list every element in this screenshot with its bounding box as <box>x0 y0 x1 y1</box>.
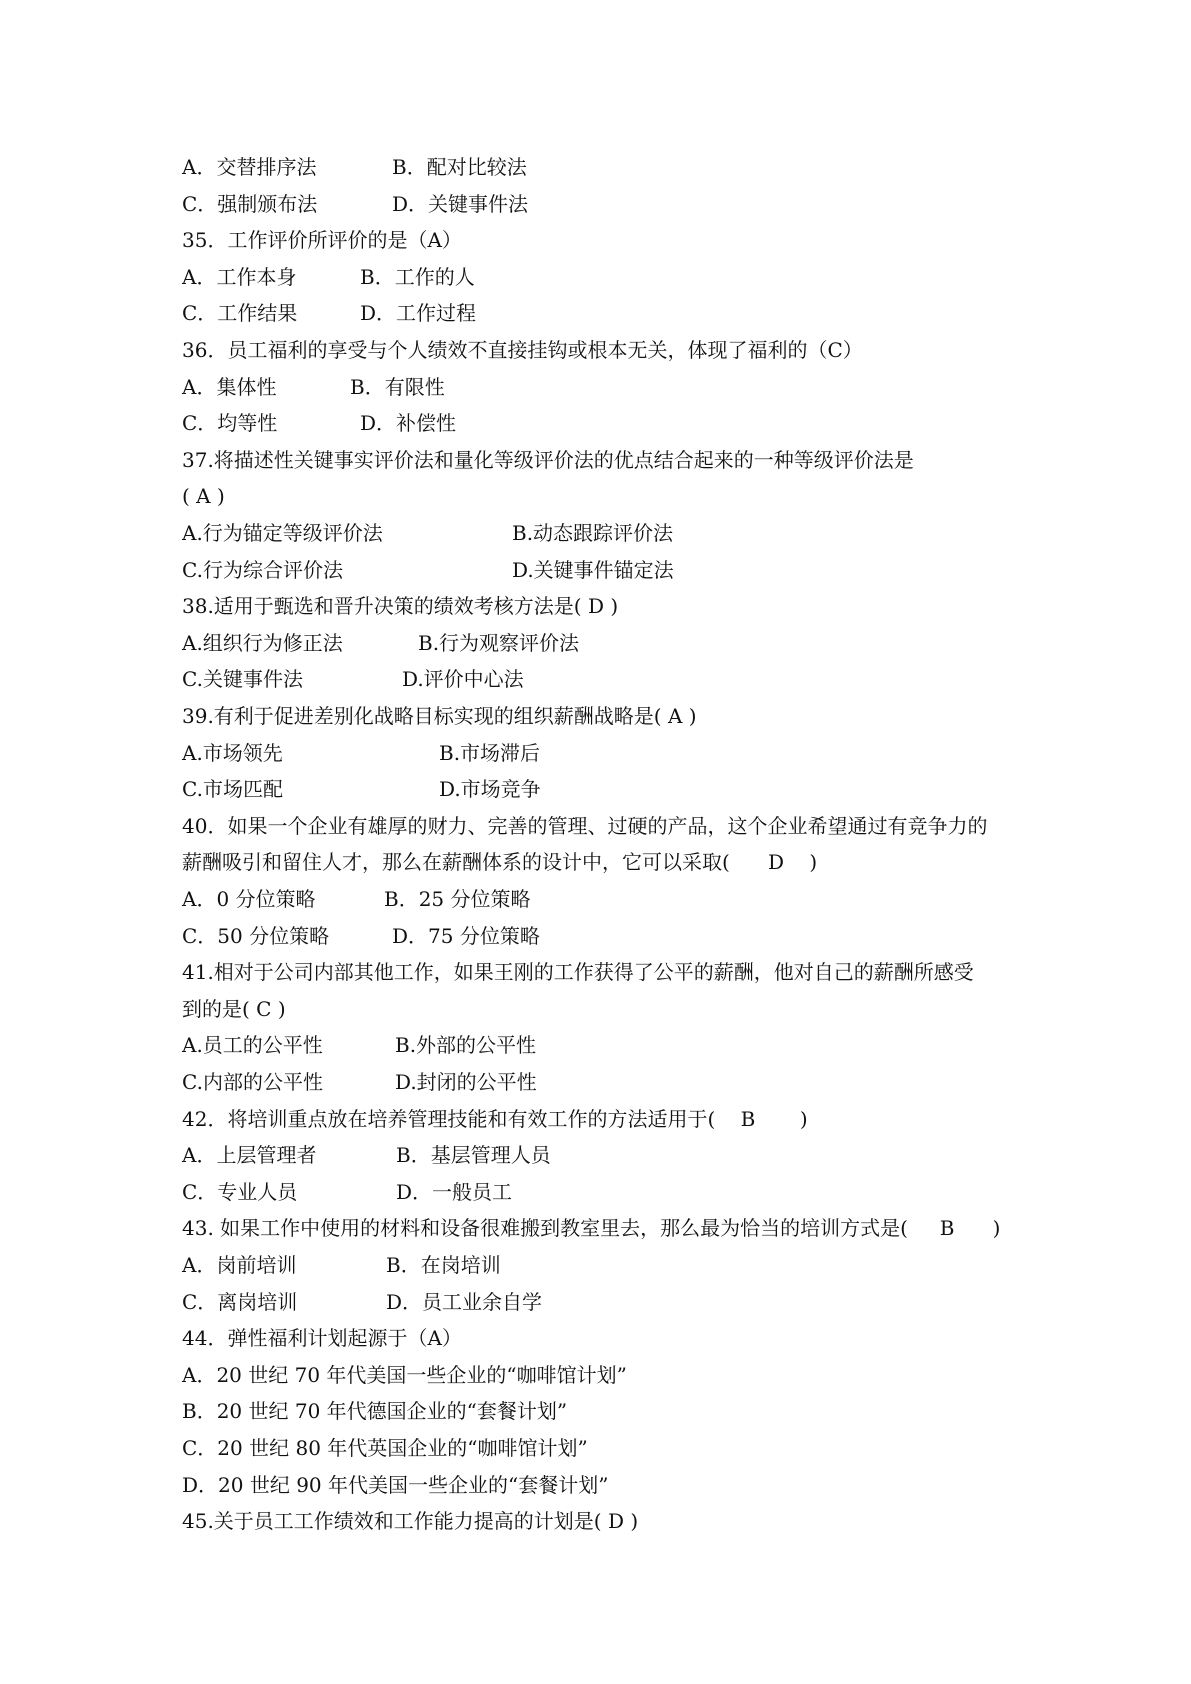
option-right: D．补偿性 <box>360 411 457 436</box>
option-left: C．强制颁布法 <box>182 191 318 216</box>
option-right: B.市场滞后 <box>439 740 541 765</box>
option-right: B.动态跟踪评价法 <box>512 521 674 545</box>
option-right: B．工作的人 <box>360 264 475 289</box>
option-left: A．交替排序法 <box>182 155 317 179</box>
question-text: D．20 世纪 90 年代美国一些企业的“套餐计划” <box>182 1472 609 1497</box>
question-text: ( A ) <box>182 484 225 509</box>
option-right: B．基层管理人员 <box>396 1143 551 1168</box>
question-text: 40．如果一个企业有雄厚的财力、完善的管理、过硬的产品，这个企业希望通过有竞争力的 <box>182 813 988 838</box>
question-text: 35．工作评价所评价的是（A） <box>182 228 462 253</box>
question-text: 39.有利于促进差别化战略目标实现的组织薪酬战略是( A ) <box>182 704 697 728</box>
question-text: 42．将培训重点放在培养管理技能和有效工作的方法适用于( B ) <box>182 1106 808 1131</box>
option-right: D.评价中心法 <box>402 667 524 692</box>
option-left: C．工作结果 <box>182 301 298 326</box>
option-left: A．岗前培训 <box>182 1253 297 1277</box>
option-left: C．专业人员 <box>182 1179 298 1204</box>
option-left: A.行为锚定等级评价法 <box>182 521 383 545</box>
question-text: B．20 世纪 70 年代德国企业的“套餐计划” <box>182 1399 568 1424</box>
option-right: D.市场竞争 <box>439 777 541 802</box>
option-left: A．工作本身 <box>182 264 297 289</box>
option-right: B．在岗培训 <box>386 1253 501 1277</box>
option-right: D．工作过程 <box>360 301 477 326</box>
option-right: D．关键事件法 <box>392 191 529 216</box>
question-text: C．20 世纪 80 年代英国企业的“咖啡馆计划” <box>182 1436 588 1460</box>
option-right: B．配对比较法 <box>392 155 527 179</box>
question-text: 38.适用于甄选和晋升决策的绩效考核方法是( D ) <box>182 594 619 619</box>
question-text: 到的是( C ) <box>182 996 286 1021</box>
question-text: 45.关于员工工作绩效和工作能力提高的计划是( D ) <box>182 1509 639 1534</box>
option-right: D.关键事件锚定法 <box>512 557 674 582</box>
option-left: A.市场领先 <box>182 740 283 765</box>
option-left: A．0 分位策略 <box>182 887 316 911</box>
option-left: C.市场匹配 <box>182 777 283 802</box>
option-left: C．均等性 <box>182 411 278 436</box>
question-text: 43. 如果工作中使用的材料和设备很难搬到教室里去，那么最为恰当的培训方式是( B ) <box>182 1216 1001 1241</box>
question-text: 44．弹性福利计划起源于（A） <box>182 1326 462 1351</box>
question-text: A．20 世纪 70 年代美国一些企业的“咖啡馆计划” <box>182 1362 627 1387</box>
option-right: B.行为观察评价法 <box>418 630 580 655</box>
option-left: C.关键事件法 <box>182 667 303 692</box>
question-text: 薪酬吸引和留住人才，那么在薪酬体系的设计中，它可以采取( D ) <box>182 850 818 875</box>
option-right: D．员工业余自学 <box>386 1289 543 1314</box>
option-right: D.封闭的公平性 <box>395 1070 537 1094</box>
option-left: A.组织行为修正法 <box>182 630 343 655</box>
question-text: 37.将描述性关键事实评价法和量化等级评价法的优点结合起来的一种等级评价法是 <box>182 447 914 472</box>
question-text: 36．员工福利的享受与个人绩效不直接挂钩或根本无关，体现了福利的（C） <box>182 338 863 362</box>
option-right: D．一般员工 <box>396 1179 513 1204</box>
option-right: B．有限性 <box>350 374 445 399</box>
option-left: A．集体性 <box>182 374 277 399</box>
option-left: A.员工的公平性 <box>182 1033 323 1058</box>
option-left: A．上层管理者 <box>182 1143 317 1168</box>
option-left: C.内部的公平性 <box>182 1070 323 1094</box>
option-right: B.外部的公平性 <box>395 1033 537 1058</box>
option-left: C.行为综合评价法 <box>182 557 343 582</box>
option-left: C．50 分位策略 <box>182 923 330 948</box>
option-right: D．75 分位策略 <box>392 923 540 948</box>
option-left: C．离岗培训 <box>182 1289 298 1314</box>
question-text: 41.相对于公司内部其他工作，如果王刚的工作获得了公平的薪酬，他对自己的薪酬所感受 <box>182 960 974 985</box>
option-right: B．25 分位策略 <box>384 887 531 911</box>
